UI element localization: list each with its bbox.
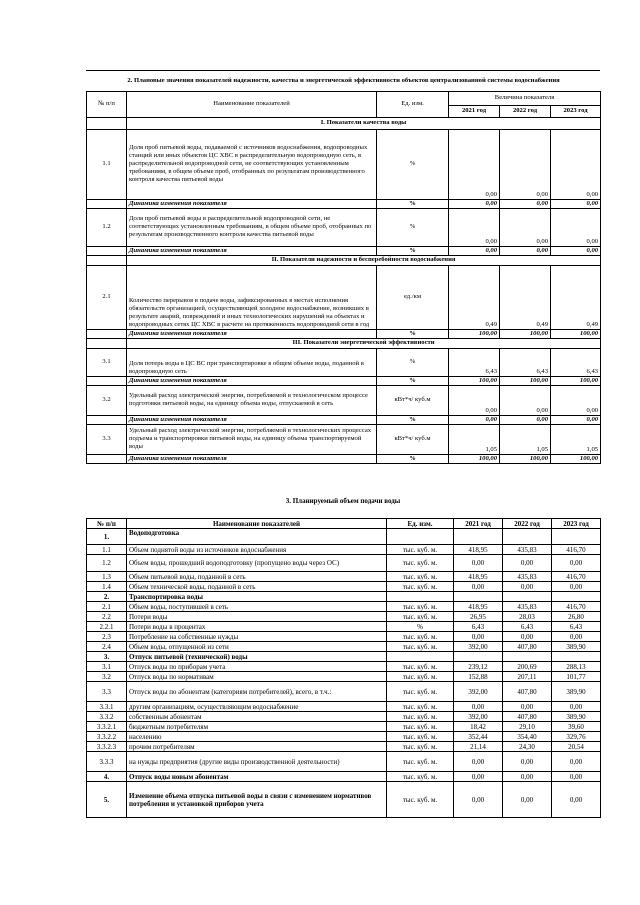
table-row: 2.1 Количество перерывов в подаче воды, зафиксированных в местах исполнения обязательств организацией, осуществляющей холодное водоснабжение, возникших в результате аварий, повреждений и иных технологических нарушений на объектах и водопроводных сетях ЦС ХВС в расчете на протяженность водопроводной сети в год ед./км 0,49 0,49 0,49	[87, 265, 601, 329]
table-row: 1.2 Доля проб питьевой воды в распределительной водопроводной сети, не соответствующих установленным требованиям, в общем объеме проб, отобранных по результатам производственного контроля качества питьевой воды % 0,00 0,00 0,00	[87, 208, 601, 246]
table-row: 2.3 Потребление на собственные нужды тыс. куб. м. 0,00 0,00 0,00	[87, 632, 601, 642]
table-row: 3.3.3 на нужды предприятия (другие виды производственной деятельности) тыс. куб. м. 0,00 0,00 0,00	[87, 752, 601, 772]
col-name-header: Наименование показателей	[127, 91, 377, 117]
section-header: III. Показатели энергетической эффективности	[127, 338, 601, 348]
table-row: 3. Отпуск питьевой (технической) воды	[87, 652, 601, 662]
table-row: 3.3.2.3 прочим потребителям тыс. куб. м. 21,14 24,30 20,54	[87, 742, 601, 752]
table-row: 3.3.1 другим организациям, осуществляющим водоснабжение тыс. куб. м. 0,00 0,00 0,00	[87, 702, 601, 712]
col-year-2023: 2023 год	[551, 105, 601, 117]
col-unit-header: Ед. изм.	[387, 519, 454, 529]
dynamics-row: Динамика изменения показателя % 0,00 0,00 0,00	[87, 415, 601, 424]
col-num-header: № п/п	[87, 91, 127, 117]
col-num-header: № п/п	[87, 519, 127, 529]
table-row: 3.3.2.2 населению тыс. куб. м. 352,44 354,40 329,76	[87, 732, 601, 742]
table-row: 3.3 Удельный расход электрической энергии, потребляемой в технологических процессах подъема и транспортировки питьевой воды, на единицу объема транспортируемой воды кВт*ч/ куб.м 1,05 1,05 1,05	[87, 424, 601, 454]
table-row: 2.1 Объем воды, поступившей в сеть тыс. куб. м. 418,95 435,83 416,70	[87, 602, 601, 612]
table-row: 3.1 Доля потерь воды в ЦС ВС при транспортировке в общем объеме воды, поданной в водопроводную сеть % 6,43 6,43 6,43	[87, 348, 601, 376]
dynamics-row: Динамика изменения показателя % 0,00 0,00 0,00	[87, 246, 601, 255]
dynamics-row: Динамика изменения показателя % 100,00 100,00 100,00	[87, 454, 601, 463]
col-year-2021: 2021 год	[449, 105, 500, 117]
table-row: 3.3.2 собственным абонентам тыс. куб. м. 392,00 407,80 389,90	[87, 712, 601, 722]
table-row: 4. Отпуск воды новым абонентам тыс. куб. м. 0,00 0,00 0,00	[87, 772, 601, 782]
table-row: 3.2 Удельный расход электрической энергии, потребляемой в технологическом процессе подготовки питьевой воды, на единицу объема воды, отпускаемой в сеть кВт*ч/ куб.м 0,00 0,00 0,00	[87, 385, 601, 415]
table-row: 3.2 Отпуск воды по нормативам тыс. куб. м. 152,88 207,11 101,77	[87, 672, 601, 682]
table-row: 3.3 Отпуск воды по абонентам (категориям потребителей), всего, в т.ч.: тыс. куб. м. 392,00 407,80 389,90	[87, 682, 601, 702]
supply-volume-title: 3. Планируемый объем подачи воды	[285, 497, 401, 505]
col-name-header: Наименование показателей	[127, 519, 387, 529]
table-row: 3.1 Отпуск воды по приборам учета тыс. куб. м. 239,12 200,69 288,13	[87, 662, 601, 672]
table-row: 1.1 Доля проб питьевой воды, подаваемой с источников водоснабжения, водопроводных станций или иных объектов ЦС ХВС в распределительную водопроводную сеть, в распределительной водопроводной сети, не соответствующих установленным требованиям, в общем объеме проб, отобранных по результатам производственного контроля качества питьевой воды % 0,00 0,00 0,00	[87, 129, 601, 199]
table-row: 1.2 Объем воды, прошедший водоподготовку (пропущено воды через ОС) тыс. куб. м. 0,00 0,00 0,00	[87, 555, 601, 572]
col-year-2022: 2022 год	[500, 105, 551, 117]
col-year-2023: 2023 год	[552, 519, 601, 529]
table-row: 1.4 Объем технической воды, поданной в сеть тыс. куб. м. 0,00 0,00 0,00	[87, 582, 601, 592]
col-year-2022: 2022 год	[503, 519, 552, 529]
table-row: 1. Водоподготовка	[87, 529, 601, 545]
table-row: 1.3 Объем питьевой воды, поданной в сеть тыс. куб. м. 418,95 435,83 416,70	[87, 572, 601, 582]
table-row: 2. Транспортировка воды	[87, 592, 601, 602]
section-header: II. Показатели надежности и бесперебойности водоснабжения	[127, 255, 601, 265]
dynamics-row: Динамика изменения показателя % 0,00 0,00 0,00	[87, 199, 601, 208]
table-row: 2.4 Объем воды, отпущенной из сети тыс. куб. м. 392,00 407,80 389,90	[87, 642, 601, 652]
section-header: I. Показатели качества воды	[127, 117, 601, 129]
table-row: 1.1 Объем поднятой воды из источников водоснабжения тыс. куб. м. 418,95 435,83 416,70	[87, 545, 601, 555]
table-row: 2.2 Потери воды тыс. куб. м. 26,95 28,03 26,80	[87, 612, 601, 622]
table-row: 3.3.2.1 бюджетным потребителям тыс. куб. м. 18,42 29,10 39,60	[87, 722, 601, 732]
col-year-2021: 2021 год	[454, 519, 503, 529]
supply-volume-table	[86, 518, 601, 818]
table-title: 2. Плановые значения показателей надежности, качества и энергетической эффективности объектов централизованной системы водоснабжения	[87, 71, 601, 91]
dynamics-row: Динамика изменения показателя % 100,00 100,00 100,00	[87, 376, 601, 385]
table-row: 5. Изменение объема отпуска питьевой воды в связи с изменением нормативов потребления и установкой приборов учета тыс. куб. м. 0,00 0,00 0,00	[87, 782, 601, 818]
supply-volume-rows	[87, 529, 601, 818]
col-unit-header: Ед. изм.	[377, 91, 449, 117]
col-value-group-header: Величина показателя	[449, 91, 601, 105]
table-row: 2.2.1 Потери воды в процентах % 6,43 6,43 6,43	[87, 622, 601, 632]
dynamics-row: Динамика изменения показателя % 100,00 100,00 100,00	[87, 329, 601, 338]
reliability-indicators-table	[86, 71, 601, 464]
